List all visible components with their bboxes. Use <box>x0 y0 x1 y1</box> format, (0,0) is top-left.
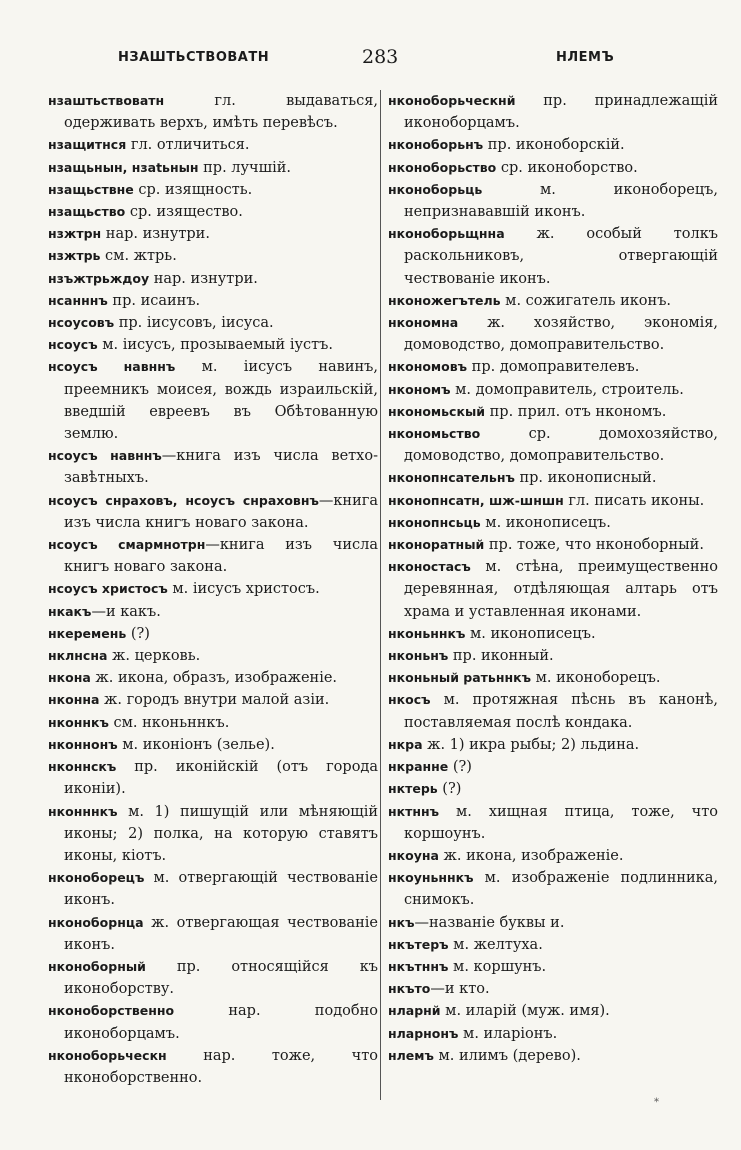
entry-headword: нкеремень <box>48 625 127 641</box>
entry-definition: м. коршунъ. <box>448 958 547 975</box>
dictionary-entry <box>388 1000 718 1022</box>
dictionary-entry <box>48 601 378 623</box>
entry-headword: нзащьство <box>48 204 126 220</box>
dictionary-entry <box>48 867 378 911</box>
printer-mark: * <box>654 1097 659 1108</box>
dictionary-entry <box>48 157 378 179</box>
entry-headword: нктннъ <box>388 803 440 819</box>
entry-definition: пр. исаинъ. <box>107 292 201 309</box>
entry-definition: нар. изнутри. <box>149 270 258 287</box>
dictionary-entry <box>388 467 718 489</box>
dictionary-entry <box>48 490 378 534</box>
entry-headword: нлемъ <box>388 1047 434 1063</box>
entry-definition: ср. домохозяйство, домоводство, домоправительство. <box>404 426 718 465</box>
dictionary-entry <box>48 134 378 156</box>
entry-definition: м. отвергающій чествованіе иконъ. <box>64 870 378 909</box>
dictionary-entry <box>48 645 378 667</box>
entry-headword: нконоратный <box>388 537 485 553</box>
entry-definition: м. иконоборецъ, непризнававшій иконъ. <box>404 181 718 221</box>
entry-headword: нкътеръ <box>388 936 449 952</box>
entry-headword: нконостасъ <box>388 559 471 575</box>
entry-definition: пр. лучшій. <box>198 159 292 176</box>
entry-headword: нконоборьческнй <box>388 93 516 108</box>
entry-headword: нкранне <box>388 759 449 775</box>
entry-definition: —и кто. <box>430 981 490 998</box>
dictionary-entry <box>48 912 378 956</box>
entry-headword: нсоусовъ <box>48 315 115 331</box>
entry-definition: м. иларій (муж. имя). <box>440 1003 610 1020</box>
entry-definition: ж. особый толкъ раскольниковъ, отвергающій чествованіе иконъ. <box>404 226 718 287</box>
dictionary-entry <box>388 423 718 467</box>
dictionary-entry <box>388 734 718 756</box>
entry-headword: нзащьствне <box>48 181 134 197</box>
running-head-left: НЗАШТЬСТВОВАТН <box>118 50 270 65</box>
entry-definition: пр. прил. отъ нкономъ. <box>485 403 667 420</box>
entry-headword: нконьнъ <box>388 648 449 664</box>
dictionary-entry <box>388 845 718 867</box>
entry-definition: пр. иконный. <box>448 648 554 665</box>
entry-headword: нконнскъ <box>48 759 117 775</box>
entry-headword: нкономна <box>388 315 459 331</box>
entry-headword: нкътннъ <box>388 958 449 974</box>
entry-headword: нклнсна <box>48 648 108 664</box>
entry-definition: м. иконописецъ. <box>465 625 596 642</box>
entry-headword: нзжтрь <box>48 248 101 264</box>
entry-headword: нсоусъ навннъ <box>48 448 162 464</box>
page-header <box>0 46 741 76</box>
dictionary-entry <box>388 623 718 645</box>
entry-headword: нзащьнын, нзаtьнын <box>48 159 199 175</box>
dictionary-entry <box>48 956 378 1000</box>
entry-definition: м. иларіонъ. <box>458 1025 558 1042</box>
entry-definition: —книга изъ числа книгъ новаго закона. <box>64 492 378 531</box>
dictionary-entry <box>388 356 718 378</box>
dictionary-entry <box>48 712 378 734</box>
right-column <box>388 90 718 1067</box>
entry-definition: —названіе буквы и. <box>414 914 565 931</box>
entry-definition: нар. подобно иконоборцамъ. <box>64 1003 378 1042</box>
entry-definition: м. іисусъ, прозываемый іустъ. <box>97 337 333 354</box>
entry-headword: нконоборьщнна <box>388 226 505 242</box>
dictionary-entry <box>388 179 718 223</box>
entry-definition: м. іисусъ христосъ. <box>167 581 320 598</box>
entry-headword: нкакъ <box>48 603 92 619</box>
entry-headword: нконоборнца <box>48 914 144 930</box>
page-number: 283 <box>362 46 399 68</box>
dictionary-entry <box>388 379 718 401</box>
dictionary-entry <box>48 223 378 245</box>
dictionary-entry <box>48 1000 378 1044</box>
dictionary-entry <box>48 312 378 334</box>
entry-definition: пр. тоже, что нконоборный. <box>484 537 704 554</box>
entry-headword: нкономьскый <box>388 403 486 419</box>
entry-definition: ж. отвергающая чествованіе иконъ. <box>64 914 378 953</box>
entry-definition: м. хищная птица, тоже, что коршоунъ. <box>404 803 718 842</box>
entry-definition: пр. относящійся къ иконоборству. <box>64 958 378 998</box>
entry-headword: нларнй <box>388 1003 441 1019</box>
entry-definition: ж. хозяйство, экономія, домоводство, домоправительство. <box>404 315 718 354</box>
dictionary-entry <box>388 934 718 956</box>
entry-headword: нконоборьческн <box>48 1047 167 1063</box>
left-column <box>48 90 378 1089</box>
entry-headword: нсоусъ <box>48 337 98 353</box>
dictionary-entry <box>388 778 718 800</box>
entry-definition: см. жтрь. <box>100 248 177 265</box>
entry-definition: ж. церковь. <box>107 648 201 665</box>
entry-headword: нсоусъ смармнотрн <box>48 537 206 553</box>
entry-definition: м. желтуха. <box>448 936 543 953</box>
entry-headword: нзжтрн <box>48 226 102 242</box>
dictionary-entry <box>48 268 378 290</box>
entry-definition: ср. изящность. <box>133 181 253 198</box>
entry-headword: нконоборецъ <box>48 870 145 886</box>
dictionary-entry <box>48 90 378 134</box>
dictionary-entry <box>48 201 378 223</box>
entry-headword: нзаштьствоватн <box>48 93 165 108</box>
dictionary-entry <box>48 756 378 800</box>
dictionary-entry <box>48 623 378 645</box>
entry-headword: нкоуньннкъ <box>388 870 474 886</box>
entry-headword: нконьный ратьннкъ <box>388 670 531 686</box>
entry-headword: нконопнсьць <box>388 514 481 530</box>
entry-headword: нконопнсатн, шж-шншн <box>388 492 564 508</box>
dictionary-entry <box>48 1045 378 1089</box>
entry-definition: пр. иконоборскій. <box>483 137 625 154</box>
entry-headword: нконннкъ <box>48 803 118 819</box>
dictionary-entry <box>48 734 378 756</box>
entry-headword: нкономъ <box>388 381 451 397</box>
entry-definition: м. домоправитель, строитель. <box>450 381 684 398</box>
entry-headword: нкъто <box>388 981 431 997</box>
dictionary-entry <box>48 689 378 711</box>
dictionary-entry <box>388 978 718 1000</box>
entry-headword: нкъ <box>388 914 415 930</box>
entry-headword: нларнонъ <box>388 1025 459 1041</box>
entry-headword: нконьннкъ <box>388 625 466 641</box>
entry-headword: нктерь <box>388 781 438 797</box>
dictionary-entry <box>388 867 718 911</box>
entry-definition: м. иконописецъ. <box>480 514 611 531</box>
dictionary-entry <box>388 801 718 845</box>
entry-definition: —книга изъ числа книгъ новаго закона. <box>64 537 378 576</box>
entry-headword: нсоусъ навннъ <box>48 359 176 375</box>
entry-definition: ср. изящество. <box>125 204 243 221</box>
dictionary-entry <box>388 490 718 512</box>
entry-headword: нконнкъ <box>48 714 109 730</box>
entry-headword: нзащитнся <box>48 137 127 153</box>
dictionary-entry <box>388 512 718 534</box>
dictionary-entry <box>388 534 718 556</box>
entry-headword: нкона <box>48 670 91 686</box>
entry-headword: нкоуна <box>388 847 439 863</box>
entry-headword: нкономьство <box>388 426 481 442</box>
entry-definition: пр. домоправителевъ. <box>467 359 640 376</box>
dictionary-entry <box>388 134 718 156</box>
entry-definition: м. стѣна, преимущественно деревянная, отдѣляющая алтарь отъ храма и уставленная иконами. <box>404 559 718 620</box>
dictionary-entry <box>48 179 378 201</box>
entry-headword: нконоборьство <box>388 159 497 175</box>
entry-definition: м. протяжная пѣснь въ канонѣ, поставляемая послѣ кондака. <box>404 692 718 731</box>
dictionary-entry <box>388 1045 718 1067</box>
entry-definition: гл. отличиться. <box>126 137 250 154</box>
entry-headword: нзъжтрьждоу <box>48 270 150 286</box>
dictionary-entry <box>388 401 718 423</box>
entry-headword: нконоборьнъ <box>388 137 484 153</box>
entry-definition: м. иконоборецъ. <box>530 670 661 687</box>
dictionary-entry <box>388 956 718 978</box>
entry-definition: см. нконьннкъ. <box>108 714 230 731</box>
entry-definition: пр. иконописный. <box>514 470 657 487</box>
entry-definition: пр. принадлежащій иконоборцамъ. <box>404 93 718 132</box>
dictionary-entry <box>388 290 718 312</box>
dictionary-entry <box>48 578 378 600</box>
entry-definition: м. илимъ (дерево). <box>433 1047 581 1064</box>
entry-headword: нсоусъ снраховъ, нсоусъ снраховнъ <box>48 492 319 508</box>
dictionary-entry <box>388 90 718 134</box>
entry-headword: нконопнсательнъ <box>388 470 515 486</box>
entry-headword: нконожегътель <box>388 292 501 308</box>
entry-definition: м. іисусъ навинъ, преемникъ моисея, вождь израильскій, введшій евреевъ въ Обѣтованную землю. <box>64 359 378 443</box>
entry-headword: нконна <box>48 692 100 708</box>
dictionary-entry <box>48 334 378 356</box>
entry-headword: нкра <box>388 736 423 752</box>
dictionary-entry <box>48 801 378 868</box>
entry-definition: гл. писать иконы. <box>563 492 705 509</box>
dictionary-entry <box>48 667 378 689</box>
entry-headword: нсоусъ христосъ <box>48 581 168 597</box>
dictionary-entry <box>388 667 718 689</box>
entry-definition: ж. икона, изображеніе. <box>438 847 624 864</box>
entry-headword: нконоборьць <box>388 181 483 197</box>
entry-definition: нар. изнутри. <box>101 226 210 243</box>
entry-headword: нкосъ <box>388 692 431 708</box>
entry-definition: гл. выдаваться, одерживать верхъ, имѣть перевѣсъ. <box>64 93 378 132</box>
dictionary-entry <box>48 445 378 489</box>
entry-definition: м. иконіонъ (зелье). <box>117 736 275 753</box>
entry-definition: пр. іисусовъ, іисуса. <box>114 315 274 332</box>
entry-definition: ж. городъ внутри малой азіи. <box>99 692 330 709</box>
dictionary-entry <box>388 157 718 179</box>
running-head-right: НЛЕМЪ <box>556 50 615 65</box>
entry-definition: ж. 1) икра рыбы; 2) льдина. <box>422 736 640 753</box>
entry-definition: (?) <box>126 625 150 642</box>
entry-definition: ж. икона, образъ, изображеніе. <box>90 670 338 687</box>
dictionary-entry <box>48 356 378 445</box>
column-divider <box>380 90 381 1100</box>
entry-definition: —и какъ. <box>91 603 161 620</box>
entry-definition: пр. иконійскій (отъ города иконіи). <box>64 759 378 798</box>
entry-definition: (?) <box>437 781 462 798</box>
entry-headword: нконоборный <box>48 958 146 974</box>
dictionary-entry <box>388 645 718 667</box>
entry-definition: ср. иконоборство. <box>496 159 638 176</box>
dictionary-entry <box>388 312 718 356</box>
entry-headword: нкономовъ <box>388 359 468 375</box>
dictionary-entry <box>388 223 718 290</box>
dictionary-entry <box>48 290 378 312</box>
dictionary-entry <box>388 912 718 934</box>
entry-headword: нконоборственно <box>48 1003 175 1019</box>
dictionary-entry <box>48 534 378 578</box>
entry-definition: м. изображеніе подлинника, снимокъ. <box>404 870 718 909</box>
entry-definition: нар. тоже, что нконоборственно. <box>64 1047 378 1086</box>
dictionary-entry <box>388 689 718 733</box>
entry-definition: (?) <box>448 759 472 776</box>
entry-definition: —книга изъ числа ветхо-завѣтныхъ. <box>64 448 378 487</box>
dictionary-entry <box>388 556 718 623</box>
entry-definition: м. 1) пишущій или мѣняющій иконы; 2) полка, на которую ставятъ иконы, кіотъ. <box>64 803 378 864</box>
dictionary-entry <box>388 1023 718 1045</box>
entry-headword: нсанннъ <box>48 292 108 308</box>
entry-definition: м. сожигатель иконъ. <box>500 292 672 309</box>
dictionary-entry <box>388 756 718 778</box>
entry-headword: нконнонъ <box>48 736 118 752</box>
dictionary-entry <box>48 245 378 267</box>
